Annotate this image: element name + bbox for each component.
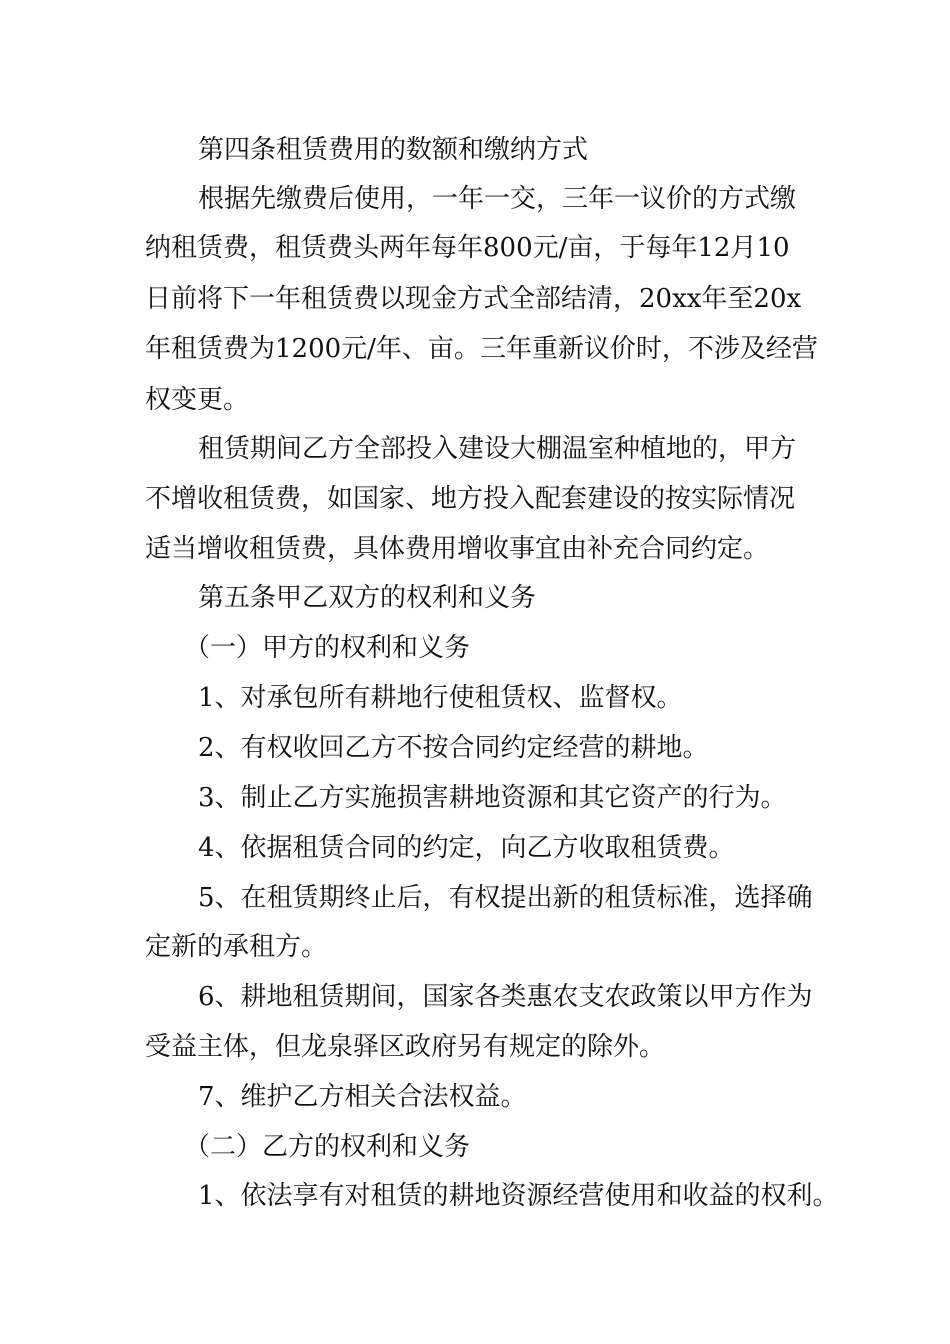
list-item: 3、制止乙方实施损害耕地资源和其它资产的行为。 (198, 783, 787, 813)
list-item-continued: 定新的承租方。 (145, 932, 328, 962)
paragraph-line: 根据先缴费后使用，一年一交，三年一议价的方式缴 (198, 184, 797, 214)
list-item: 4、依据租赁合同的约定，向乙方收取租赁费。 (198, 833, 735, 863)
list-item: 2、有权收回乙方不按合同约定经营的耕地。 (198, 733, 709, 763)
article-5-heading: 第五条甲乙双方的权利和义务 (198, 583, 537, 613)
section-heading: （一）甲方的权利和义务 (184, 633, 471, 663)
section-heading: （二）乙方的权利和义务 (184, 1132, 471, 1162)
article-4-heading: 第四条租赁费用的数额和缴纳方式 (198, 135, 589, 165)
paragraph-line: 租赁期间乙方全部投入建设大棚温室种植地的，甲方 (198, 434, 797, 464)
paragraph-line: 不增收租赁费，如国家、地方投入配套建设的按实际情况 (145, 484, 796, 514)
paragraph-line: 适当增收租赁费，具体费用增收事宜由补充合同约定。 (145, 534, 770, 564)
paragraph-line: 日前将下一年租赁费以现金方式全部结清，20xx年至20x (145, 284, 802, 314)
paragraph-line: 纳租赁费，租赁费头两年每年800元/亩，于每年12月10 (145, 233, 790, 263)
paragraph-line: 权变更。 (145, 385, 250, 415)
list-item: 1、对承包所有耕地行使租赁权、监督权。 (198, 683, 683, 713)
list-item: 1、依法享有对租赁的耕地资源经营使用和收益的权利。 (198, 1181, 839, 1211)
list-item-continued: 受益主体，但龙泉驿区政府另有规定的除外。 (145, 1032, 666, 1062)
paragraph-line: 年租赁费为1200元/年、亩。三年重新议价时，不涉及经营 (145, 334, 818, 364)
list-item: 5、在租赁期终止后，有权提出新的租赁标准，选择确 (198, 883, 813, 913)
list-item: 7、维护乙方相关合法权益。 (198, 1082, 527, 1112)
list-item: 6、耕地租赁期间，国家各类惠农支农政策以甲方作为 (198, 982, 813, 1012)
